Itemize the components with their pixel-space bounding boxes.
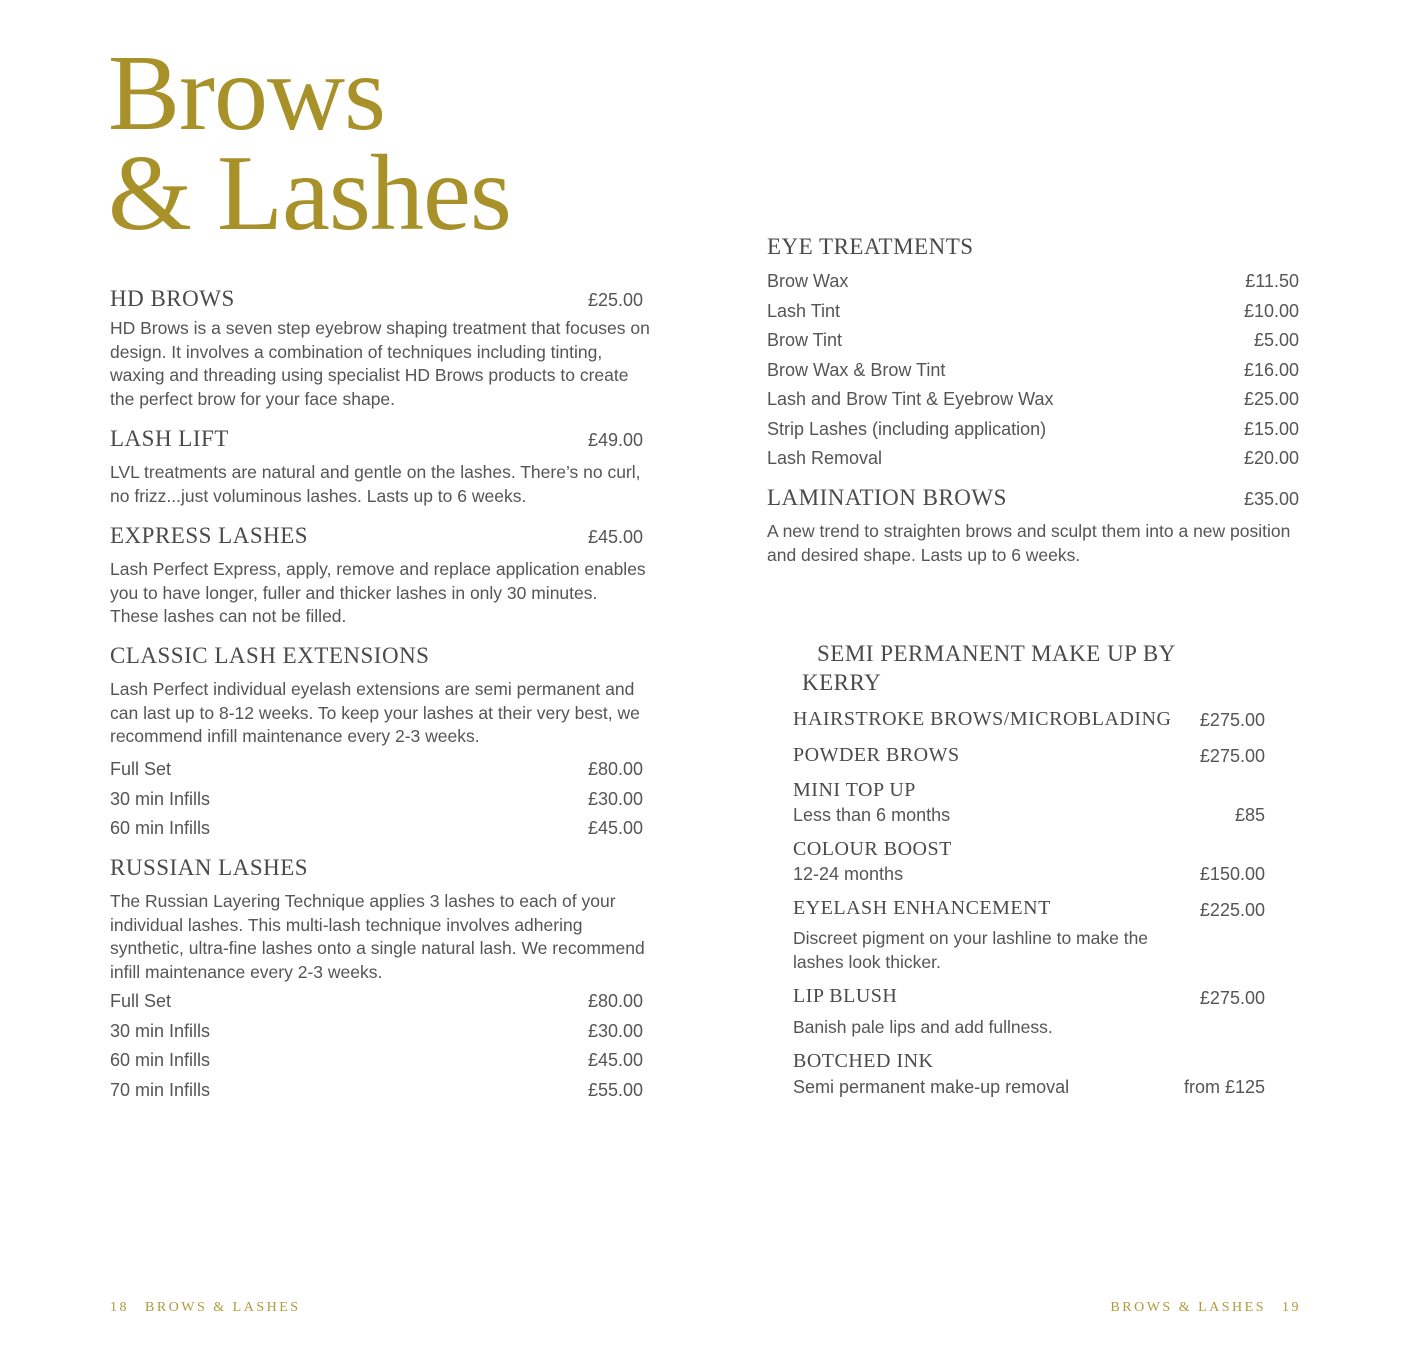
colour-boost-sub: 12-24 months: [793, 863, 904, 884]
list-item: [110, 1016, 643, 1046]
classic-lash-heading: CLASSIC LASH EXTENSIONS: [110, 643, 430, 668]
item-name: Lash and Brow Tint & Eyebrow Wax: [767, 388, 1054, 409]
list-item: [767, 414, 1299, 444]
hd-brows-description: HD Brows is a seven step eyebrow shaping treatment that focuses on design. It involves a combination of techniques including tinting, waxing and threading using specialist HD Brows products to create the perfect brow for your face shape.: [110, 318, 650, 409]
item-name: 70 min Infills: [110, 1079, 211, 1100]
footer-right: [1110, 1300, 1301, 1316]
item-name: Brow Wax: [767, 270, 849, 291]
lip-blush-description: Banish pale lips and add fullness.: [793, 1017, 1053, 1037]
item-price: £5.00: [1253, 329, 1299, 350]
spmu-heading-line-1: SEMI PERMANENT MAKE UP BY: [817, 641, 1176, 666]
item-name: Lash Removal: [767, 447, 883, 468]
lash-lift-description: LVL treatments are natural and gentle on the lashes. There’s no curl, no frizz...just voluminous lashes. Lasts up to 6 weeks.: [110, 462, 641, 506]
item-price: £20.00: [1243, 447, 1299, 468]
powder-brows-price: £275.00: [1199, 746, 1265, 766]
lamination-brows-heading: LAMINATION BROWS: [767, 485, 1007, 510]
mini-top-up-price: £85: [1234, 804, 1265, 825]
page-number-left: 18: [110, 1300, 129, 1315]
eyelash-enhancement-price: £225.00: [1199, 900, 1265, 920]
list-item: [767, 325, 1299, 355]
item-name: Full Set: [110, 990, 172, 1011]
item-name: 60 min Infills: [110, 817, 211, 838]
botched-ink-row: [793, 1072, 1265, 1102]
title-line-1: Brows: [108, 34, 386, 153]
item-price: £15.00: [1243, 418, 1299, 439]
list-item: [110, 986, 643, 1016]
colour-boost-price: £150.00: [1199, 863, 1265, 884]
item-name: 30 min Infills: [110, 1020, 211, 1041]
lash-lift-price: £49.00: [587, 430, 643, 450]
title-line-2: & Lashes: [108, 134, 511, 253]
mini-top-up-heading: MINI TOP UP: [793, 779, 916, 801]
russian-lashes-heading: RUSSIAN LASHES: [110, 855, 309, 880]
eyelash-enhancement-description: Discreet pigment on your lashline to make the lashes look thicker.: [793, 928, 1149, 972]
list-item: [767, 443, 1299, 473]
lash-lift-heading: LASH LIFT: [110, 426, 229, 451]
footer-left-label: BROWS & LASHES: [145, 1300, 301, 1315]
item-price: £10.00: [1243, 300, 1299, 321]
list-item: [110, 1045, 643, 1075]
lip-blush-price: £275.00: [1199, 988, 1265, 1008]
hairstroke-price: £275.00: [1199, 710, 1265, 730]
list-item: [110, 1075, 643, 1105]
item-name: Brow Wax & Brow Tint: [767, 359, 946, 380]
item-price: £45.00: [587, 817, 643, 838]
powder-brows-heading: POWDER BROWS: [793, 744, 960, 766]
express-lashes-heading: EXPRESS LASHES: [110, 523, 309, 548]
list-item: [110, 784, 643, 814]
list-item: [110, 813, 643, 843]
item-price: £25.00: [1243, 388, 1299, 409]
spmu-heading-line-2: KERRY: [802, 670, 882, 695]
eye-treatments-heading: EYE TREATMENTS: [767, 234, 974, 259]
lamination-brows-description: A new trend to straighten brows and sculpt them into a new position and desired shape. Lasts up to 6 weeks.: [767, 521, 1291, 565]
russian-lashes-description: The Russian Layering Technique applies 3 lashes to each of your individual lashes. This multi-lash technique involves adhering synthetic, ultra-fine lashes onto a single natural lash. We recommend infill maintenance every 2-3 weeks.: [110, 891, 645, 982]
hairstroke-heading: HAIRSTROKE BROWS/MICROBLADING: [793, 708, 1172, 730]
page-number-right: 19: [1282, 1300, 1301, 1315]
list-item: [767, 384, 1299, 414]
footer-right-label: BROWS & LASHES: [1110, 1300, 1266, 1315]
list-item: [767, 296, 1299, 326]
page-title: [108, 34, 511, 253]
footer-left: [110, 1300, 301, 1316]
hd-brows-heading: HD BROWS: [110, 286, 235, 311]
mini-top-up-sub: Less than 6 months: [793, 804, 951, 825]
colour-boost-heading: COLOUR BOOST: [793, 838, 952, 860]
lip-blush-heading: LIP BLUSH: [793, 985, 898, 1007]
item-name: Brow Tint: [767, 329, 843, 350]
list-item: [110, 754, 643, 784]
eyelash-enhancement-heading: EYELASH ENHANCEMENT: [793, 897, 1051, 919]
botched-ink-heading: BOTCHED INK: [793, 1050, 934, 1072]
list-item: [767, 266, 1299, 296]
lamination-brows-price: £35.00: [1243, 489, 1299, 509]
item-price: £80.00: [587, 758, 643, 779]
item-name: Full Set: [110, 758, 172, 779]
item-price: £30.00: [587, 788, 643, 809]
colour-boost-row: [793, 859, 1265, 889]
item-price: £55.00: [587, 1079, 643, 1100]
item-name: 60 min Infills: [110, 1049, 211, 1070]
botched-ink-sub: Semi permanent make-up removal: [793, 1076, 1070, 1097]
list-item: [767, 355, 1299, 385]
express-lashes-price: £45.00: [587, 527, 643, 547]
item-price: £16.00: [1243, 359, 1299, 380]
item-price: £30.00: [587, 1020, 643, 1041]
item-name: Lash Tint: [767, 300, 841, 321]
item-name: Strip Lashes (including application): [767, 418, 1047, 439]
mini-top-up-row: [793, 800, 1265, 830]
item-price: £45.00: [587, 1049, 643, 1070]
classic-lash-description: Lash Perfect individual eyelash extensions are semi permanent and can last up to 8-12 weeks. To keep your lashes at their very best, we recommend infill maintenance every 2-3 weeks.: [110, 679, 640, 746]
express-lashes-description: Lash Perfect Express, apply, remove and replace application enables you to have longer, fuller and thicker lashes in only 30 minutes. These lashes can not be filled.: [110, 559, 646, 626]
botched-ink-price: from £125: [1183, 1076, 1265, 1097]
item-price: £80.00: [587, 990, 643, 1011]
item-price: £11.50: [1245, 270, 1299, 291]
hd-brows-price: £25.00: [587, 290, 643, 310]
item-name: 30 min Infills: [110, 788, 211, 809]
